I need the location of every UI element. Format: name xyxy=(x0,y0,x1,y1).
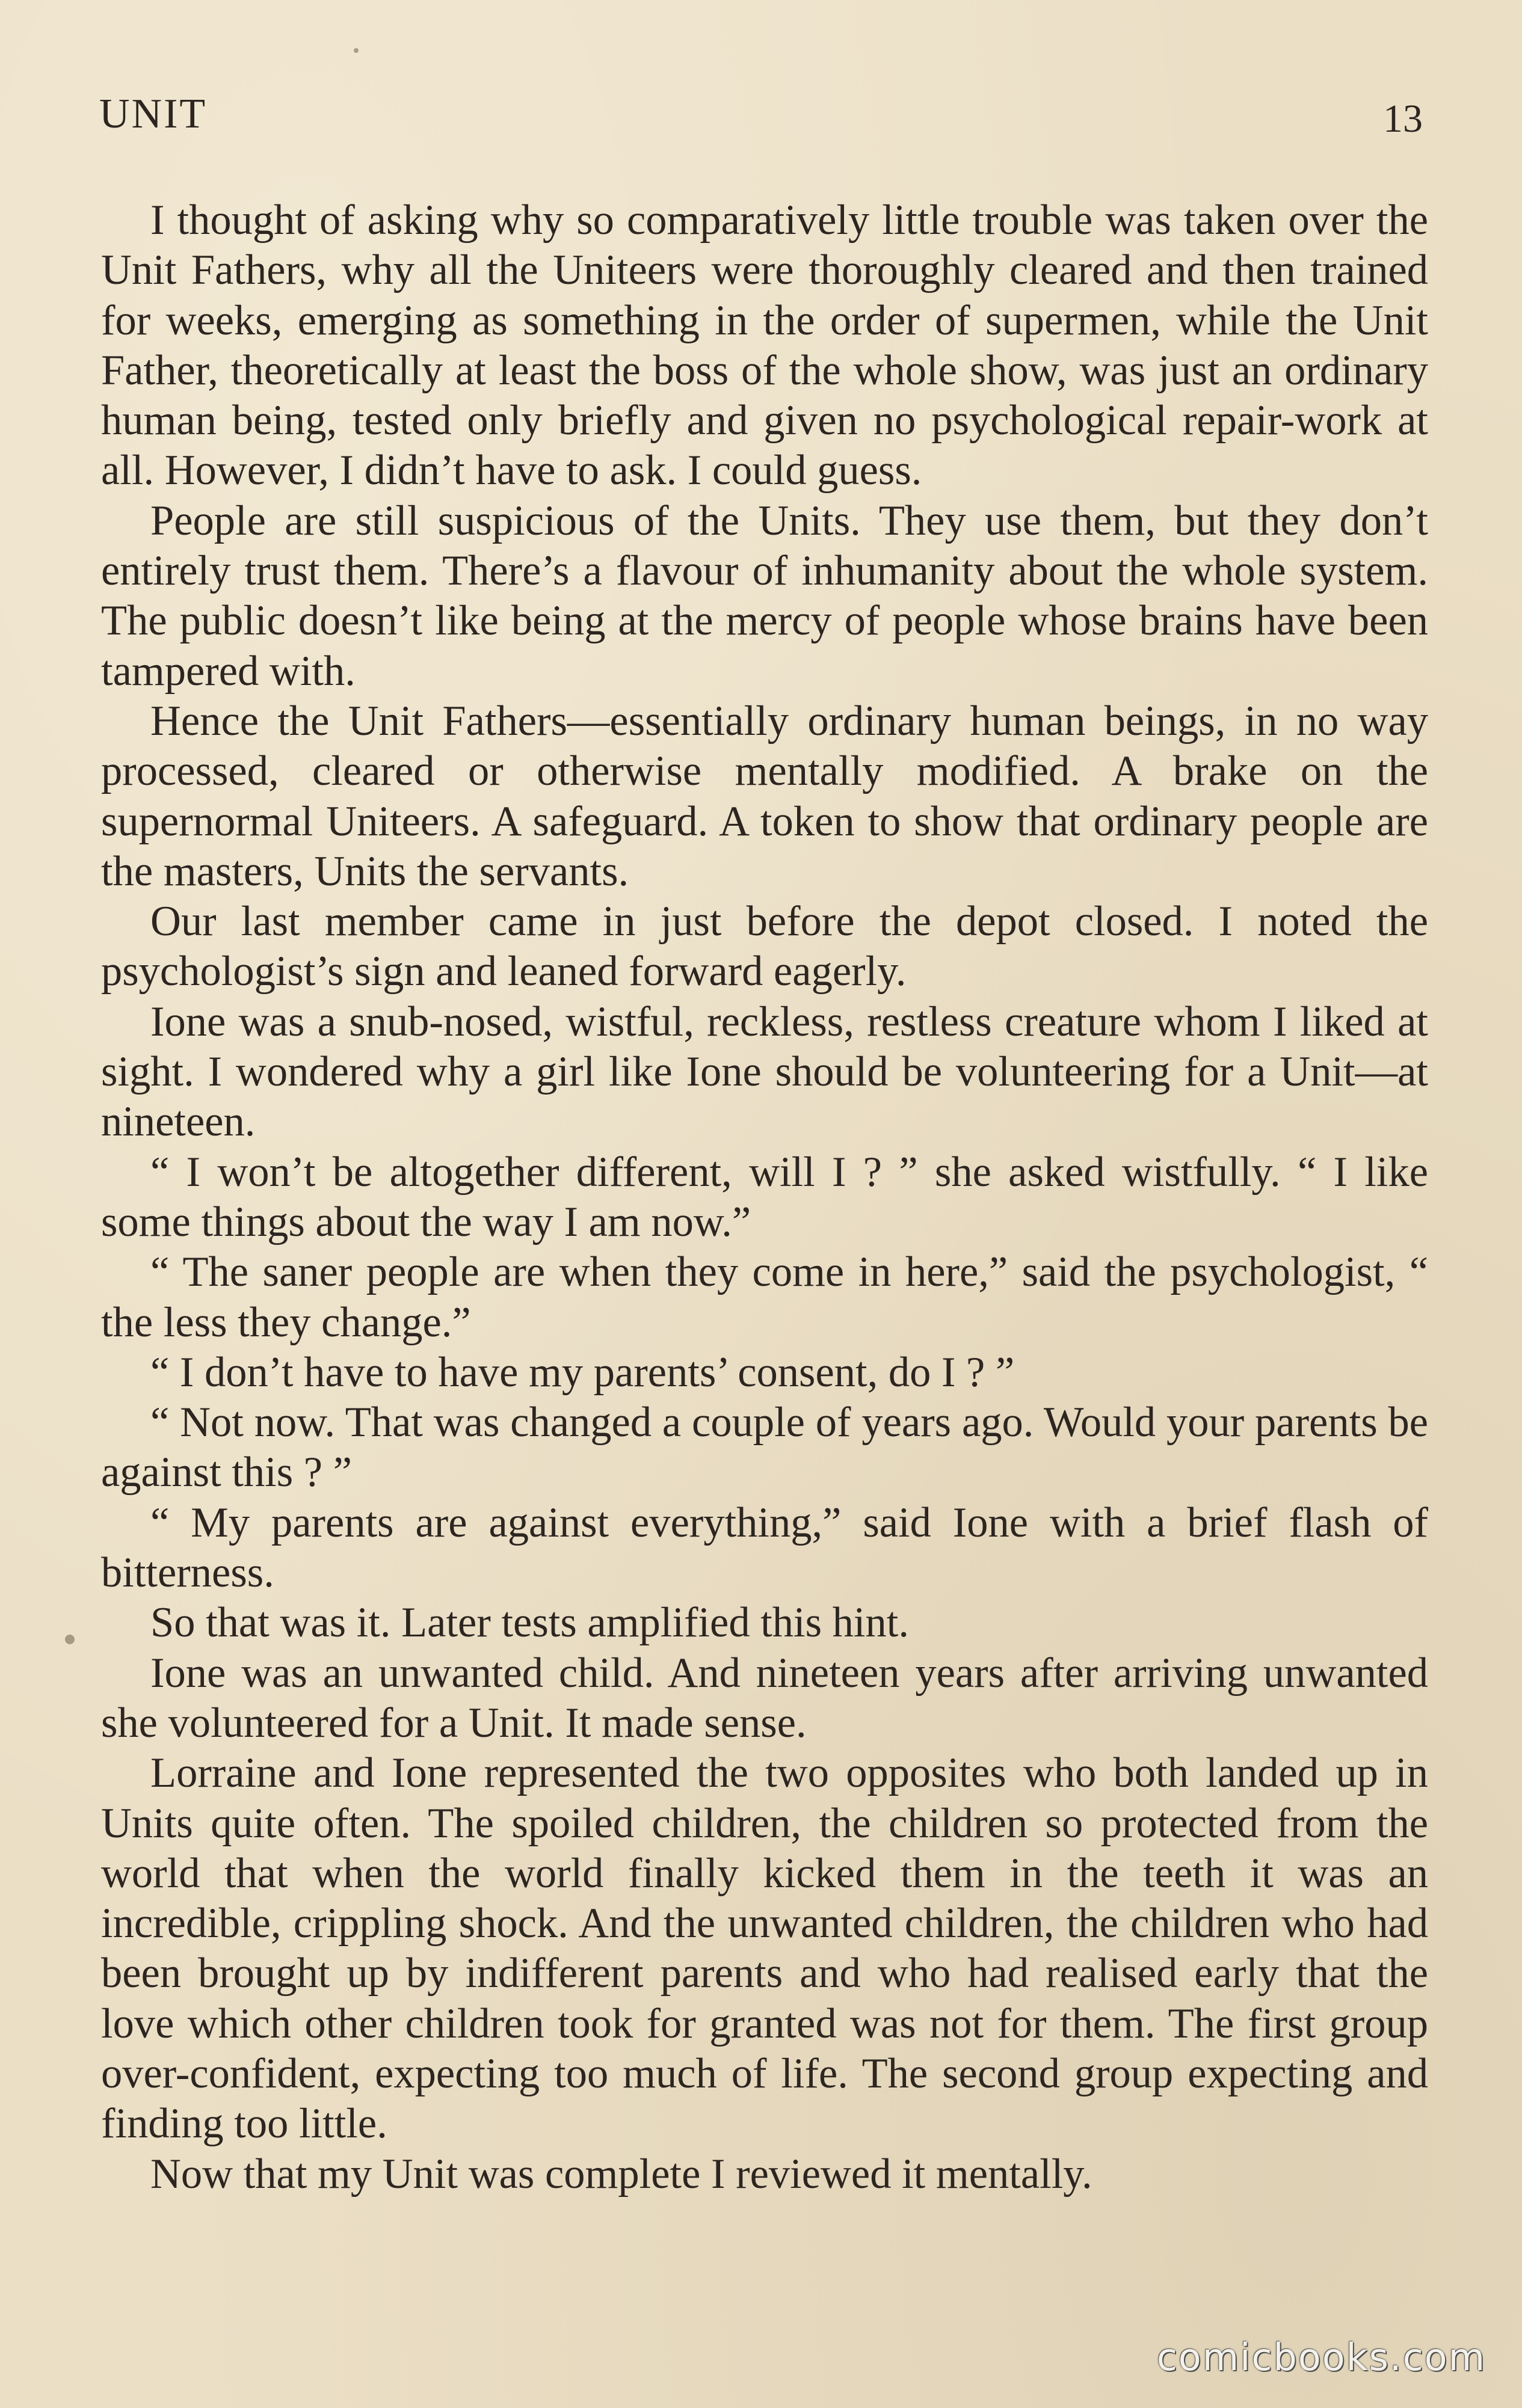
paragraph: “ Not now. That was changed a couple of years ago. Would your parents be against this ? ” xyxy=(101,1399,1428,1496)
paper-speck xyxy=(354,48,359,53)
paragraph: “ My parents are against everything,” said Ione with a brief flash of bitterness. xyxy=(101,1499,1428,1597)
watermark: comicbooks.com xyxy=(1156,2335,1486,2379)
paragraph: People are still suspicious of the Units. They use them, but they don’t entirely trust them. There’s a flavour of inhumanity about the whole system. The public doesn’t like being at the mercy of people whose brains have been tampered with. xyxy=(101,497,1428,695)
paragraph: “ I don’t have to have my parents’ consent, do I ? ” xyxy=(150,1348,1015,1396)
paragraph: “ The saner people are when they come in here,” said the psychologist, “ the less they change.” xyxy=(101,1249,1428,1346)
paragraph: Lorraine and Ione represented the two opposites who both landed up in Units quite often. The spoiled children, the children so protected from the world that when the world finally kicked them in the teeth it was an incredible, crippling shock. And the unwanted children, the children who had been brought up by indifferent parents and who had realised early that the love which other children took for granted was not for them. The first group over-confident, expecting too much of life. The second group expecting and finding too little. xyxy=(101,1749,1428,2148)
paragraph: So that was it. Later tests amplified this hint. xyxy=(150,1599,909,1647)
paragraph: Our last member came in just before the depot closed. I noted the psychologist’s sign and leaned forward eagerly. xyxy=(101,898,1428,995)
paragraph: “ I won’t be altogether different, will I ? ” she asked wistfully. “ I like some things about the way I am now.” xyxy=(101,1148,1428,1245)
paragraph: I thought of asking why so comparatively little trouble was taken over the Unit Fathers, why all the Uniteers were thoroughly cleared and then trained for weeks, emerging as something in the order of supermen, while the Unit Father, theoretically at least the boss of the whole show, was just an ordinary human being, tested only briefly and given no psychological repair-work at all. However, I didn’t have to ask. I could guess. xyxy=(101,197,1428,494)
paper-speck xyxy=(65,1635,75,1644)
paragraph: Now that my Unit was complete I reviewed it mentally. xyxy=(150,2150,1092,2198)
paragraph: Hence the Unit Fathers—essentially ordinary human beings, in no way processed, cleared or otherwise mentally modified. A brake on the supernormal Uniteers. A safeguard. A token to show that ordinary people are the masters, Units the servants. xyxy=(101,697,1428,895)
running-head: UNIT xyxy=(99,91,208,137)
page-header xyxy=(99,90,1423,144)
body-text xyxy=(101,195,1428,2199)
page-number: 13 xyxy=(1383,97,1423,141)
paragraph: Ione was a snub-nosed, wistful, reckless, restless creature whom I liked at sight. I wondered why a girl like Ione should be volunteering for a Unit—at nineteen. xyxy=(101,998,1428,1146)
paragraph: Ione was an unwanted child. And nineteen years after arriving unwanted she volunteered for a Unit. It made sense. xyxy=(101,1649,1428,1746)
